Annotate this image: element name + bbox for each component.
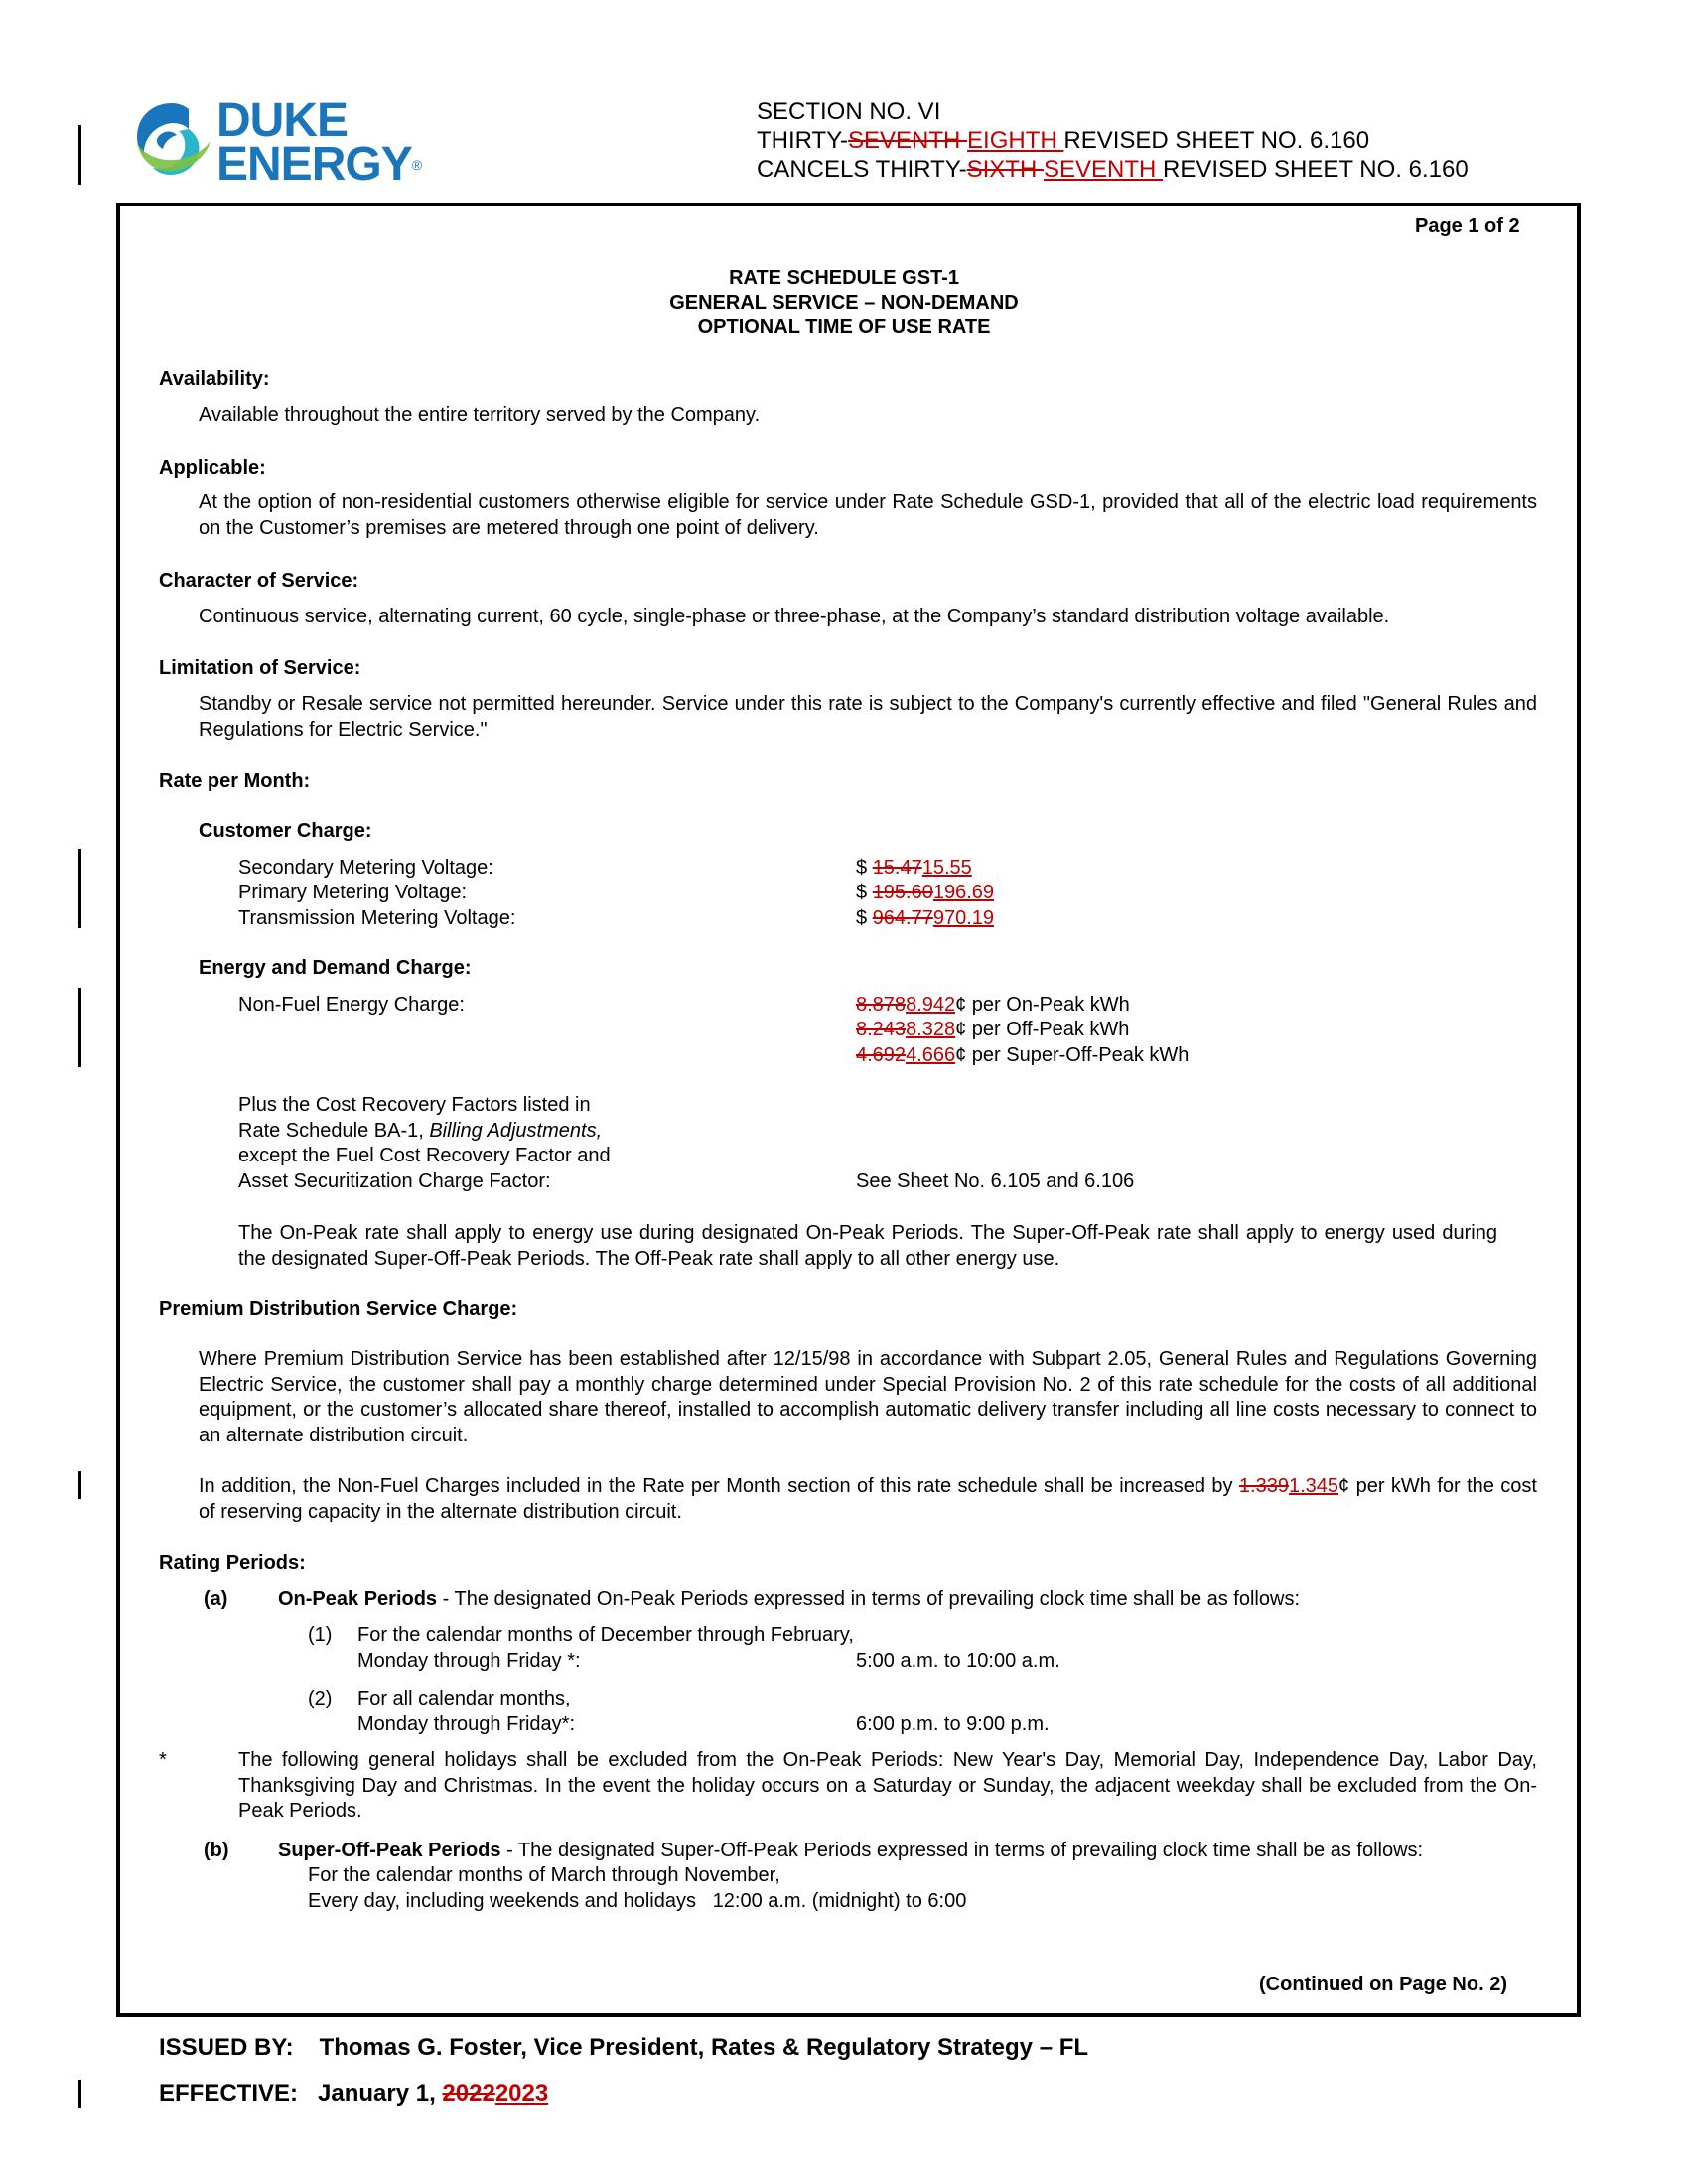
footnote-marker: * — [159, 1749, 167, 1771]
revision-bar — [78, 849, 81, 928]
deleted-text: 8.243 — [856, 1019, 907, 1040]
logo-mark-icon — [127, 95, 216, 185]
secondary-value: $ 15.4715.55 — [856, 857, 972, 879]
primary-label: Primary Metering Voltage: — [238, 882, 468, 903]
deleted-text: 1.339 — [1238, 1475, 1289, 1497]
on-peak-explanation: The On-Peak rate shall apply to energy use during designated On-Peak Periods. The Super-Off-Peak rate shall apply to energy used during the designated Super-Off-Peak Periods. The Off-Peak rate shall apply to all other energy use. — [238, 1222, 1497, 1270]
applicable-heading: Applicable: — [159, 457, 266, 478]
energy-demand-heading: Energy and Demand Charge: — [199, 957, 472, 979]
logo-wordmark — [216, 94, 422, 191]
sub-item-number: (2) — [308, 1688, 333, 1709]
transmission-label: Transmission Metering Voltage: — [238, 907, 516, 929]
revision-bar — [78, 1471, 81, 1499]
logo-registered: ® — [411, 157, 422, 173]
revision-bar — [78, 988, 81, 1067]
schedule-title: RATE SCHEDULE GST-1 GENERAL SERVICE – NON-DEMAND OPTIONAL TIME OF USE RATE — [669, 267, 1019, 338]
sheet-header — [757, 97, 1469, 184]
availability-heading: Availability: — [159, 368, 270, 390]
availability-text: Available throughout the entire territory served by the Company. — [199, 404, 761, 426]
holiday-footnote: The following general holidays shall be excluded from the On-Peak Periods: New Year's Day, Memorial Day, Independence Day, Labor Day, Thanksgiving Day and Christmas. In the event the holiday occurs on a Saturday or Sunday, the adjacent weekday shall be excluded from the On-Peak Periods. — [238, 1749, 1537, 1822]
transmission-value: $ 964.77970.19 — [856, 907, 995, 929]
on-peak-periods-text: On-Peak Periods - The designated On-Peak Periods expressed in terms of prevailing clock time shall be as follows: — [278, 1588, 1300, 1610]
secondary-label: Secondary Metering Voltage: — [238, 857, 493, 879]
premium-text: Where Premium Distribution Service has been established after 12/15/98 in accordance with Subpart 2.05, General Rules and Regulations Governing Electric Service, the customer shall pay a monthly charge determined under Special Provision No. 2 of this rate schedule for the costs of all additional equipment, or the customer’s allocated share thereof, installed to accomplish automatic delivery transfer including all line costs necessary to connect to an alternate distribution circuit. — [199, 1348, 1537, 1446]
character-text: Continuous service, alternating current, 60 cycle, single-phase or three-phase, at the Company’s standard distribution voltage available. — [199, 606, 1390, 627]
inserted-text: 15.55 — [921, 857, 972, 879]
continued-note: (Continued on Page No. 2) — [1259, 1974, 1507, 1995]
deleted-text: 4.692 — [856, 1044, 907, 1066]
inserted-text: 1.345 — [1288, 1475, 1339, 1497]
deleted-text: 8.878 — [856, 994, 907, 1016]
cost-recovery-text: Plus the Cost Recovery Factors listed in Rate Schedule BA-1, Billing Adjustments, except the Fuel Cost Recovery Factor and Asset Securitization Charge Factor: — [238, 1094, 611, 1192]
super-off-peak-rate: 4.6924.666¢ per Super-Off-Peak kWh — [856, 1044, 1190, 1066]
winter-period-text: For the calendar months of December through February, Monday through Friday *: — [357, 1624, 854, 1672]
deleted-text: SEVENTH — [848, 127, 968, 154]
super-off-peak-hours: Every day, including weekends and holidays 12:00 a.m. (midnight) to 6:00 — [308, 1890, 967, 1912]
deleted-text: 15.47 — [872, 857, 922, 879]
inserted-text: 970.19 — [932, 907, 995, 929]
inserted-text: 8.328 — [906, 1019, 956, 1040]
cancels-sheet-line: CANCELS THIRTY-SIXTH SEVENTH REVISED SHEET NO. 6.160 — [757, 156, 1469, 183]
item-label-b: (b) — [204, 1840, 229, 1861]
inserted-text: 4.666 — [906, 1044, 956, 1066]
premium-heading: Premium Distribution Service Charge: — [159, 1298, 518, 1320]
inserted-text: EIGHTH — [967, 127, 1064, 154]
revised-sheet-line: THIRTY-SEVENTH EIGHTH REVISED SHEET NO. 6.160 — [757, 127, 1370, 154]
winter-period-time: 5:00 a.m. to 10:00 a.m. — [856, 1650, 1060, 1672]
sub-item-number: (1) — [308, 1624, 333, 1646]
limitation-heading: Limitation of Service: — [159, 657, 361, 679]
customer-charge-heading: Customer Charge: — [199, 820, 372, 842]
premium-addition-text: In addition, the Non-Fuel Charges included in the Rate per Month section of this rate schedule shall be increased by 1.3391.345¢ per kWh for the cost of reserving capacity in the alternate distribution circuit. — [199, 1475, 1537, 1523]
all-months-period-text: For all calendar months, Monday through Friday*: — [357, 1688, 576, 1735]
section-number: SECTION NO. VI — [757, 98, 941, 125]
revision-bar — [78, 2080, 81, 2108]
logo-line-duke: DUKE — [216, 94, 349, 147]
limitation-text: Standby or Resale service not permitted hereunder. Service under this rate is subject to the Company's currently effective and filed "General Rules and Regulations for Electric Service." — [199, 693, 1537, 741]
inserted-text: 196.69 — [932, 882, 995, 903]
inserted-text: SEVENTH — [1043, 156, 1163, 183]
primary-value: $ 195.60196.69 — [856, 882, 995, 903]
see-sheet-reference: See Sheet No. 6.105 and 6.106 — [856, 1170, 1135, 1192]
inserted-text: 2023 — [494, 2080, 549, 2107]
on-peak-rate: 8.8788.942¢ per On-Peak kWh — [856, 994, 1130, 1016]
super-off-peak-months: For the calendar months of March through November, — [308, 1864, 780, 1886]
deleted-text: SIXTH — [966, 156, 1044, 183]
super-off-peak-periods-text: Super-Off-Peak Periods - The designated Super-Off-Peak Periods expressed in terms of prevailing clock time shall be as follows: — [278, 1840, 1424, 1861]
issued-by: ISSUED BY: Thomas G. Foster, Vice President, Rates & Regulatory Strategy – FL — [159, 2034, 1089, 2061]
non-fuel-label: Non-Fuel Energy Charge: — [238, 994, 465, 1016]
character-heading: Character of Service: — [159, 570, 359, 592]
deleted-text: 964.77 — [872, 907, 933, 929]
revision-bar — [78, 125, 81, 185]
all-months-period-time: 6:00 p.m. to 9:00 p.m. — [856, 1713, 1050, 1735]
inserted-text: 8.942 — [906, 994, 956, 1016]
page-number: Page 1 of 2 — [1415, 215, 1520, 237]
deleted-text: 195.60 — [872, 882, 933, 903]
deleted-text: 2022 — [442, 2080, 495, 2107]
rating-periods-heading: Rating Periods: — [159, 1552, 306, 1573]
item-label-a: (a) — [204, 1588, 228, 1610]
off-peak-rate: 8.2438.328¢ per Off-Peak kWh — [856, 1019, 1130, 1040]
rate-heading: Rate per Month: — [159, 770, 311, 792]
applicable-text: At the option of non-residential customers otherwise eligible for service under Rate Schedule GSD-1, provided that all of the electric load requirements on the Customer’s premises are metered through one point of delivery. — [199, 491, 1537, 539]
logo-line-energy: ENERGY — [216, 138, 412, 191]
effective-date: EFFECTIVE: January 1, 20222023 — [159, 2080, 549, 2107]
